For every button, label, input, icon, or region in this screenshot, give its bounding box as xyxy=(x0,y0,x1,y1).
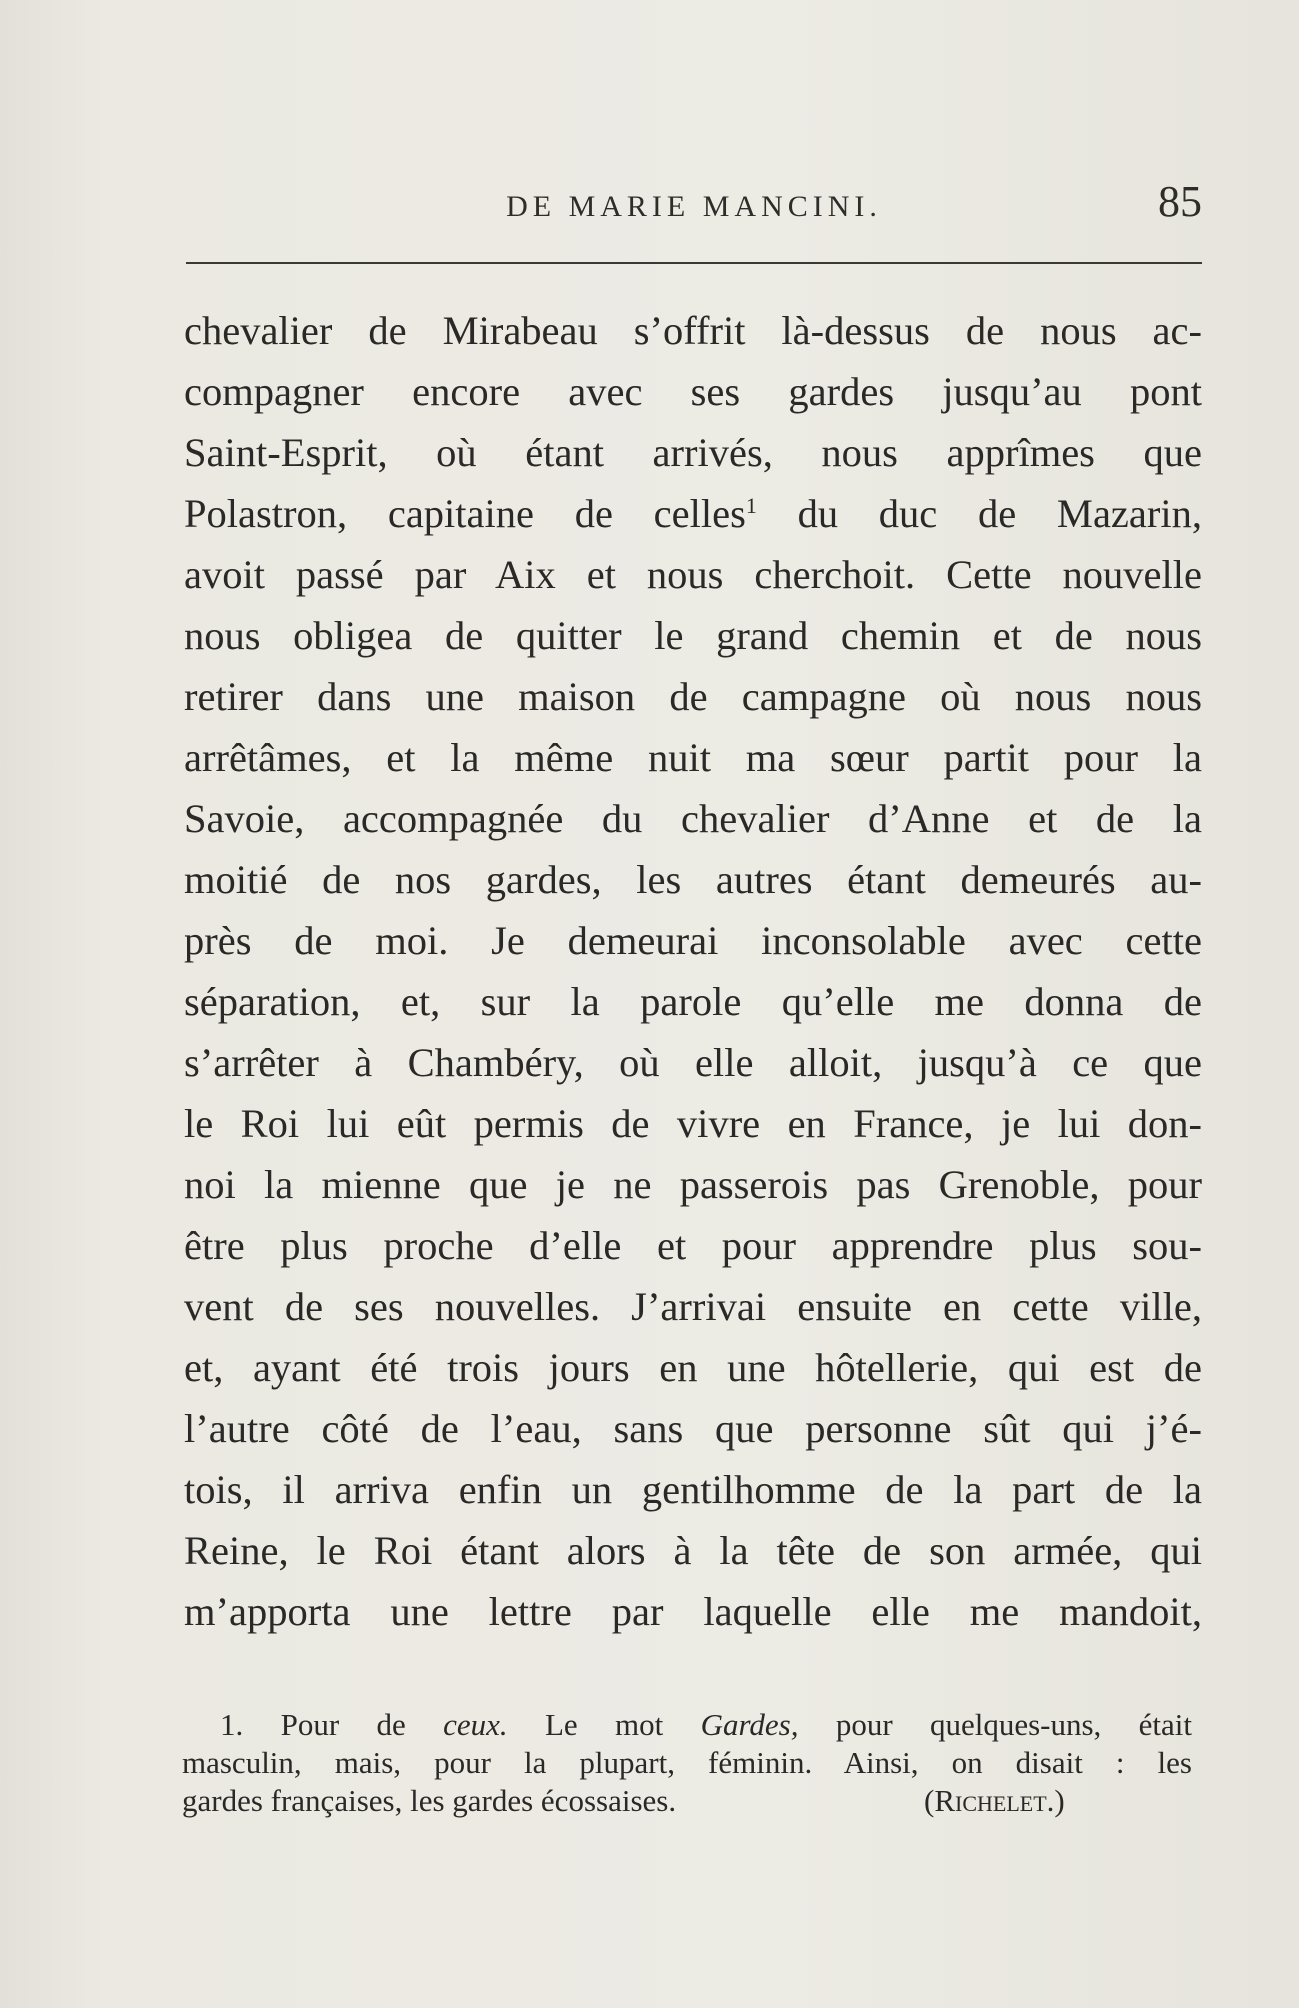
text-line: Savoie, accompagnée du chevalier d’Anne et de la xyxy=(184,796,1202,841)
text-line: le Roi lui eût permis de vivre en France, je lui don- xyxy=(184,1101,1202,1146)
text-line: chevalier de Mirabeau s’offrit là-dessus de nous ac- xyxy=(184,308,1202,353)
footnote-text: pour quelques-uns, était xyxy=(835,1707,1193,1742)
footnote-line: masculin, mais, pour la plupart, féminin. Ainsi, on disait : les xyxy=(182,1745,1192,1780)
footnote-text: Pour de xyxy=(280,1707,406,1742)
text-line-part: du duc de Mazarin, xyxy=(797,491,1202,536)
text-line: être plus proche d’elle et pour apprendre plus sou- xyxy=(184,1223,1202,1268)
footnote-source: (Richelet.) xyxy=(924,1783,1065,1818)
text-line-with-footnote xyxy=(184,483,1202,544)
text-line: tois, il arriva enfin un gentilhomme de la part de la xyxy=(184,1467,1202,1512)
text-line: m’apporta une lettre par laquelle elle me mandoit, xyxy=(184,1589,1202,1634)
text-line: retirer dans une maison de campagne où nous nous xyxy=(184,674,1202,719)
footnote xyxy=(182,1706,1192,1820)
running-head xyxy=(186,176,1202,236)
footnote-reference-mark: 1 xyxy=(745,493,757,518)
text-line: s’arrêter à Chambéry, où elle alloit, jusqu’à ce que xyxy=(184,1040,1202,1085)
page-number: 85 xyxy=(1158,177,1202,226)
text-line: Reine, le Roi étant alors à la tête de son armée, qui xyxy=(184,1528,1202,1573)
text-line: près de moi. Je demeurai inconsolable avec cette xyxy=(184,918,1202,963)
running-title: DE MARIE MANCINI. xyxy=(506,190,882,223)
footnote-text: gardes françaises, les gardes écossaises. xyxy=(182,1783,677,1818)
footnote-italic-term: ceux. xyxy=(443,1707,508,1742)
footnote-text: Le mot xyxy=(544,1707,664,1742)
footnote-italic-term: Gardes, xyxy=(700,1707,799,1742)
footnote-line xyxy=(182,1782,1192,1820)
text-line-part: Polastron, capitaine de celles xyxy=(184,491,746,536)
text-line: séparation, et, sur la parole qu’elle me donna de xyxy=(184,979,1202,1024)
text-line: compagner encore avec ses gardes jusqu’au pont xyxy=(184,369,1202,414)
text-line: avoit passé par Aix et nous cherchoit. Cette nouvelle xyxy=(184,552,1202,597)
text-line: arrêtâmes, et la même nuit ma sœur partit pour la xyxy=(184,735,1202,780)
footnote-line xyxy=(182,1706,1192,1744)
text-line: moitié de nos gardes, les autres étant demeurés au- xyxy=(184,857,1202,902)
footnote-number: 1. xyxy=(220,1707,244,1742)
text-line: l’autre côté de l’eau, sans que personne sût qui j’é- xyxy=(184,1406,1202,1451)
text-line: nous obligea de quitter le grand chemin et de nous xyxy=(184,613,1202,658)
text-line: vent de ses nouvelles. J’arrivai ensuite en cette ville, xyxy=(184,1284,1202,1329)
text-line: Saint-Esprit, où étant arrivés, nous apprîmes que xyxy=(184,430,1202,475)
text-line: noi la mienne que je ne passerois pas Grenoble, pour xyxy=(184,1162,1202,1207)
body-text xyxy=(184,300,1202,1642)
header-rule xyxy=(186,262,1202,264)
text-line: et, ayant été trois jours en une hôtellerie, qui est de xyxy=(184,1345,1202,1390)
